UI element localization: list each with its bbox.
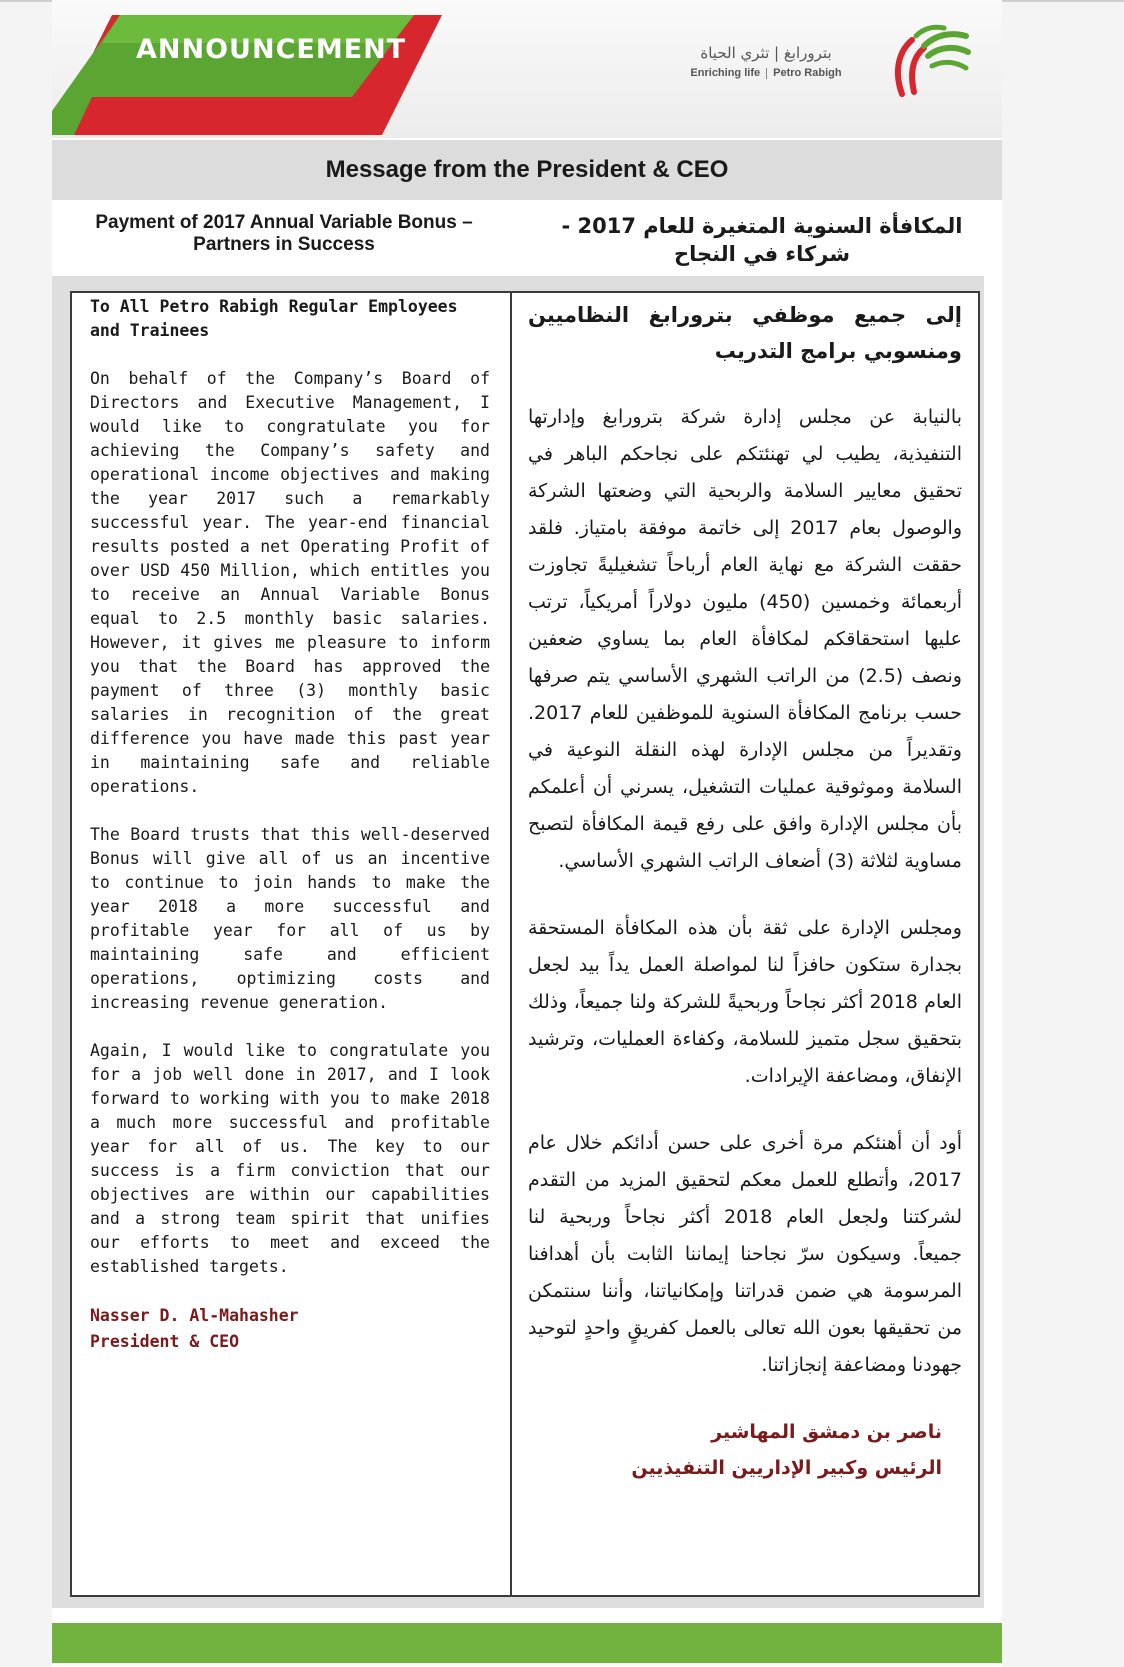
arabic-paragraph: ومجلس الإدارة على ثقة بأن هذه المكافأة المستحقة بجدارة ستكون حافزاً لنا لمواصلة العمل يداً بيد لجعل العام 2018 أكثر نجاحاً وربحيةً للشركة ولنا جميعاً، وذلك بتحقيق سجل متميز للسلامة، وكفاءة العمليات، وترشيد الإنفاق، ومضاعفة الإيرادات. [528,917,962,1087]
arabic-paragraph: أود أن أهنئكم مرة أخرى على حسن أدائكم خلال عام 2017، وأتطلع للعمل معكم لتحقيق المزيد من التقدم لشركتنا ولجعل العام 2018 أكثر نجاحاً وربحية لنا جميعاً. وسيكون سرّ نجاحنا إيماننا الثابت بأن أهدافنا المرسومة هي ضمن قدراتنا وإمكانياتنا، وأننا سنتمكن من تحقيقها بعون الله تعالى بالعمل كفريقٍ واحدٍ لتوحيد جهودنا ومضاعفة إنجازاتنا. [528,1132,963,1376]
english-signature-title: President & CEO [90,1332,240,1351]
arabic-signature-name: ناصر بن دمشق المهاشير [711,1421,942,1443]
logo-arabic-text: بترورابغ | تثري الحياة [700,44,832,62]
petro-rabigh-emblem-icon [872,22,972,102]
logo-brand: Petro Rabigh [773,67,842,79]
column-divider [510,293,512,1595]
logo-tagline: Enriching life [690,67,761,79]
page-title: Message from the President & CEO [52,140,1002,200]
english-column [90,295,490,1355]
arabic-heading: إلى جميع موظفي بترورابغ النظاميين ومنسوبي برامج التدريب [528,303,962,363]
arabic-column [528,297,962,1486]
logo-separator [766,68,767,79]
announcement-label: ANNOUNCEMENT [136,34,407,65]
english-paragraph: The Board trusts that this well-deserved Bonus will give all of us an incentive to continue to join hands to make the year 2018 a more successful and profitable year for all of us by maintaining safe and efficient operations, optimizing costs and increasing revenue generation. [90,825,490,1012]
arabic-paragraph: بالنيابة عن مجلس إدارة شركة بترورابغ وإدارتها التنفيذية، يطيب لي تهنئتكم على نجاحكم الباهر في تحقيق معايير السلامة والربحية التي وضعتها الشركة والوصول بعام 2017 إلى خاتمة موفقة بامتياز. فلقد حققت الشركة مع نهاية العام أرباحاً تشغيليةً تجاوزت أربعمائة وخمسين (450) مليون دولاراً أمريكياً، ترتب عليها استحقاقكم لمكافأة العام بما يساوي ضعفين ونصف (2.5) من الراتب الشهري الأساسي يتم صرفها حسب برنامج المكافأة السنوية للموظفين للعام 2017. وتقديراً من مجلس الإدارة لهذه النقلة النوعية في السلامة وموثوقية عمليات التشغيل، يسرني أن أعلمكم بأن مجلس الإدارة وافق على رفع قيمة المكافأة لتصبح مساوية لثلاثة (3) أضعاف الراتب الشهري الأساسي. [528,406,963,872]
english-paragraph: Again, I would like to congratulate you for a job well done in 2017, and I look forward to working with you to make 2018 a much more successful and profitable year for all of us. The key to our success is a firm conviction that our objectives are within our capabilities and a strong team spirit that unifies our efforts to meet and exceed the established targets. [90,1041,490,1276]
subtitle-arabic: المكافأة السنوية المتغيرة للعام 2017 - شركاء في النجاح [561,214,963,266]
arabic-signature-title: الرئيس وكبير الإداريين التنفيذيين [631,1457,942,1479]
english-signature-name: Nasser D. Al-Mahasher [90,1306,299,1325]
announcement-ribbon [52,15,442,135]
logo-english-text [668,67,864,79]
header-banner [52,0,1002,138]
content-box [70,291,980,1597]
footer-green-bar [52,1623,1002,1663]
english-paragraph: On behalf of the Company’s Board of Directors and Executive Management, I would like to congratulate you for achieving the Company’s safety and operational income objectives and making the year 2017 such a remarkably successful year. The year-end financial results posted a net Operating Profit of over USD 450 Million, which entitles you to receive an Annual Variable Bonus equal to 2.5 monthly basic salaries. However, it gives me pleasure to inform you that the Board has approved the payment of three (3) monthly basic salaries in recognition of the great difference you have made this past year in maintaining safe and reliable operations. [90,369,490,796]
subtitle-english: Payment of 2017 Annual Variable Bonus – Partners in Success [95,212,473,255]
petro-rabigh-logo [660,22,990,102]
english-heading: To All Petro Rabigh Regular Employees and Trainees [90,297,458,340]
